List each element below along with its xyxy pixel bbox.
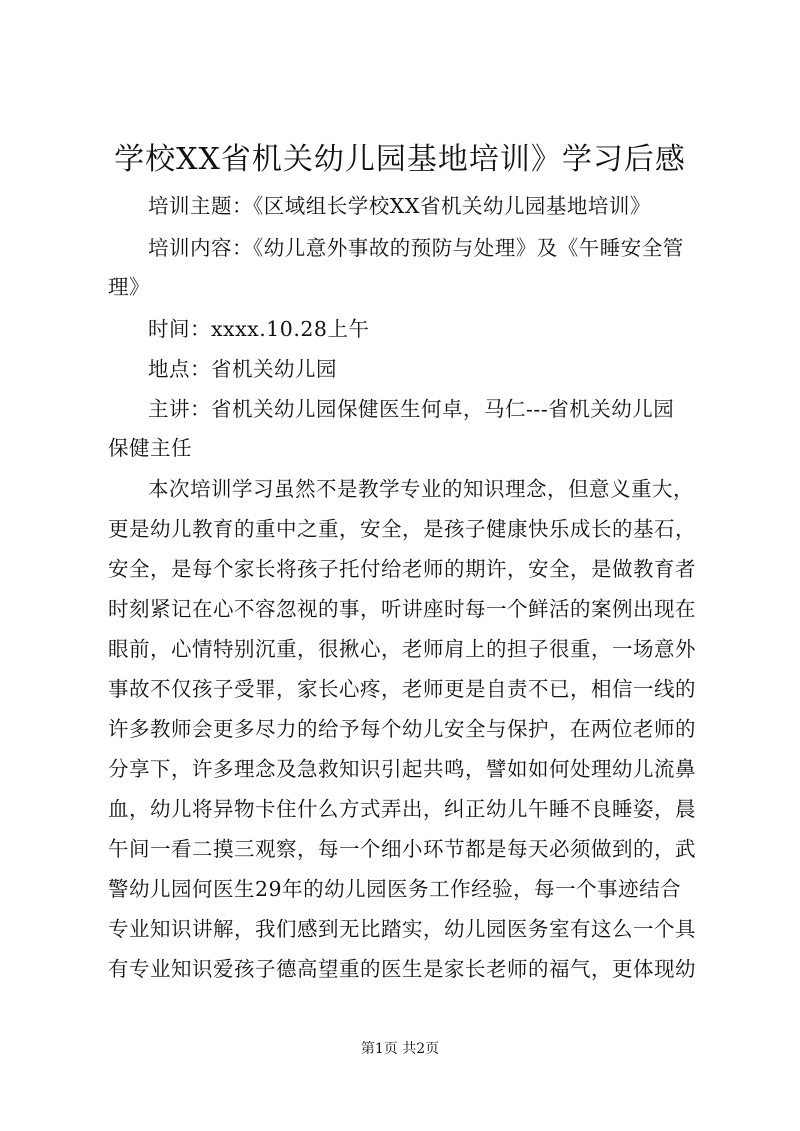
paragraph-line: 更是幼儿教育的重中之重，安全，是孩子健康快乐成长的基石， [108,517,696,541]
paragraph-line: 分享下，许多理念及急救知识引起共鸣，譬如如何处理幼儿流鼻 [108,757,696,781]
paragraph-line: 专业知识讲解，我们感到无比踏实，幼儿园医务室有这么一个具 [108,917,696,941]
text-line: 时间：xxxx.10.28上午 [148,317,370,341]
text-line: 保健主任 [108,436,192,460]
paragraph-line: 安全，是每个家长将孩子托付给老师的期许，安全，是做教育者 [108,557,696,581]
paragraph-line: 有专业知识爱孩子德高望重的医生是家长老师的福气，更体现幼 [108,957,696,981]
paragraph-line: 许多教师会更多尽力的给予每个幼儿安全与保护，在两位老师的 [108,717,696,741]
paragraph-line: 血，幼儿将异物卡住什么方式弄出，纠正幼儿午睡不良睡姿，晨 [108,797,696,821]
document-title: 学校XX省机关幼儿园基地培训》学习后感 [114,142,686,177]
page-footer: 第1页 共2页 [360,1041,440,1057]
text-line: 地点：省机关幼儿园 [148,357,337,381]
paragraph-line: 事故不仅孩子受罪，家长心疼，老师更是自责不已，相信一线的 [108,677,696,701]
text-line: 理》 [108,275,150,299]
paragraph-line: 午间一看二摸三观察，每一个细小环节都是每天必须做到的，武 [108,837,696,861]
text-line: 主讲：省机关幼儿园保健医生何卓，马仁---省机关幼儿园 [148,397,675,421]
paragraph-line: 本次培训学习虽然不是教学专业的知识理念，但意义重大， [148,477,694,501]
text-line: 培训内容：《幼儿意外事故的预防与处理》及《午睡安全管 [148,236,684,260]
paragraph-line: 时刻紧记在心不容忽视的事，听讲座时每一个鲜活的案例出现在 [108,597,696,621]
paragraph-line: 眼前，心情特别沉重，很揪心，老师肩上的担子很重，一场意外 [108,637,696,661]
paragraph-line: 警幼儿园何医生29年的幼儿园医务工作经验，每一个事迹结合 [108,877,682,901]
text-line: 培训主题：《区域组长学校XX省机关幼儿园基地培训》 [148,194,651,218]
